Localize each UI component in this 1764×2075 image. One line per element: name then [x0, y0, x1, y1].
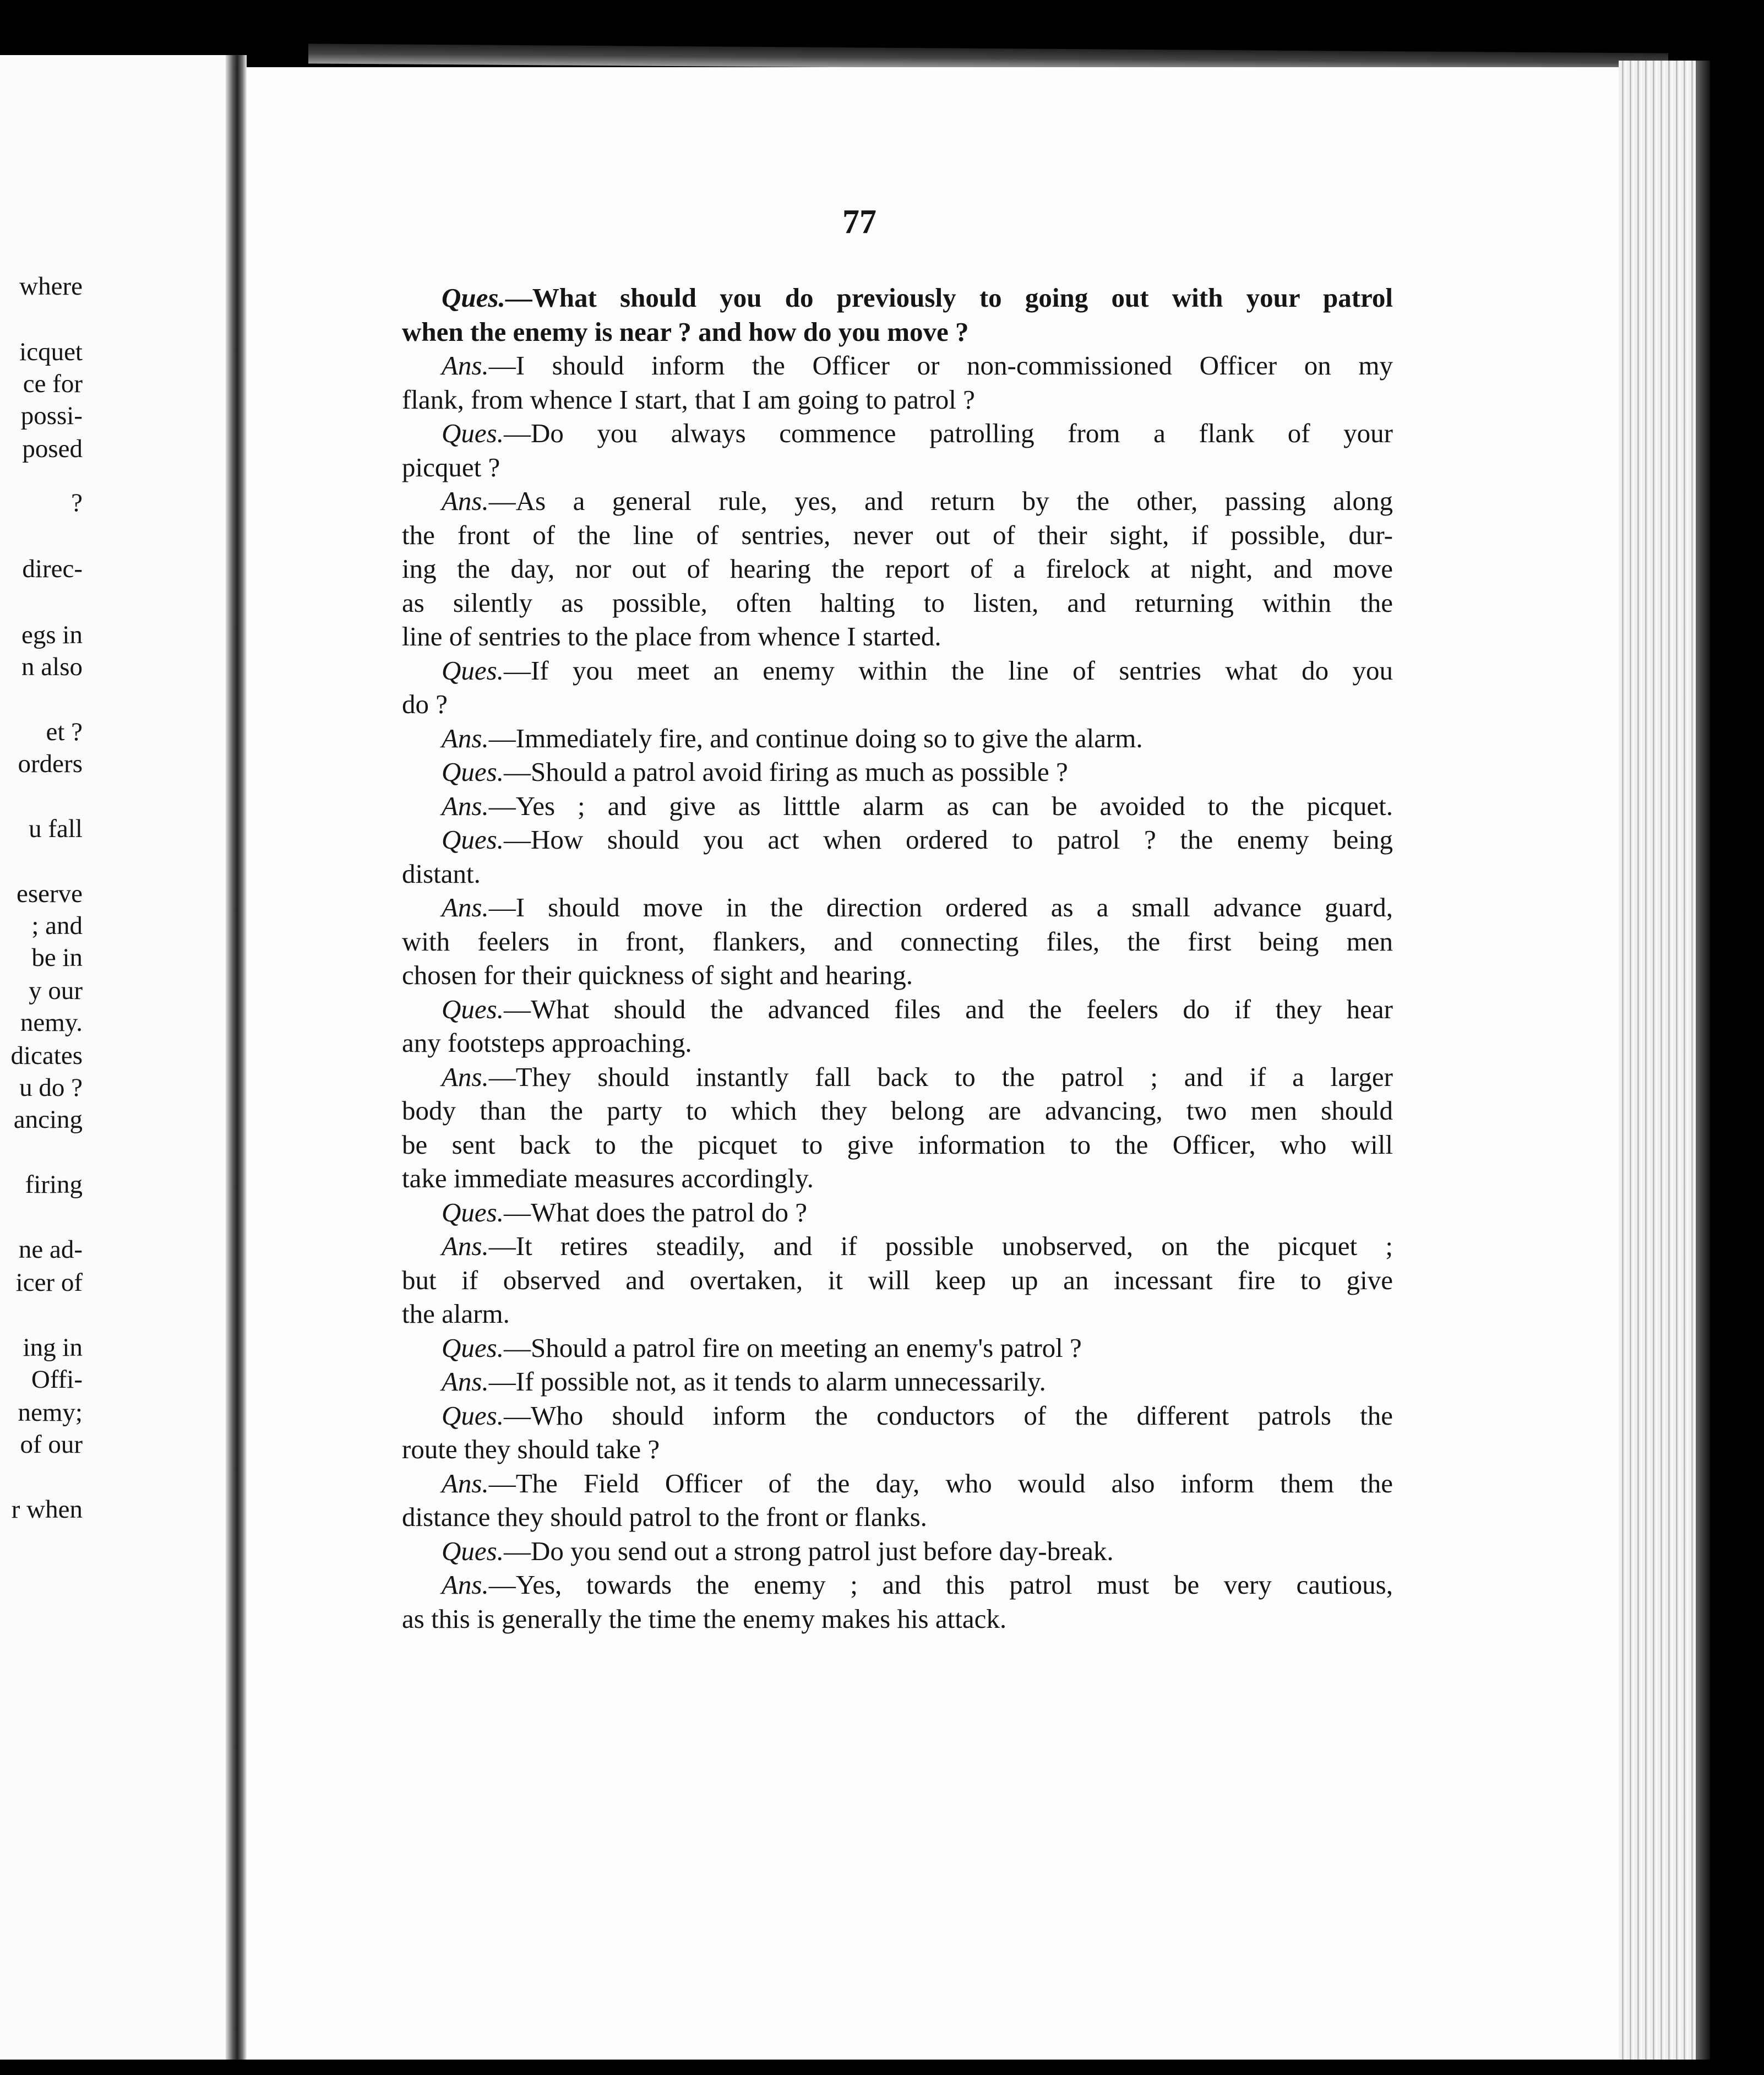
previous-page-fragment: r when — [11, 1495, 83, 1524]
line-text: —The Field Officer of the day, who would also inform them the — [488, 1468, 1393, 1498]
question-line — [402, 992, 1393, 1026]
question-line — [402, 1331, 1393, 1365]
line-text: —If possible not, as it tends to alarm unnecessarily. — [488, 1366, 1046, 1397]
question-line — [402, 654, 1393, 688]
text-line — [402, 1297, 1393, 1331]
previous-page-fragment: ce for — [23, 370, 83, 398]
line-text: line of sentries to the place from whence I started. — [402, 621, 941, 651]
previous-page-fragment: where — [19, 272, 83, 301]
line-text: —What should you do previously to going out with your patrol — [505, 283, 1393, 313]
line-text: take immediate measures accordingly. — [402, 1163, 814, 1193]
question-line — [402, 1534, 1393, 1568]
question-label: Ques. — [442, 655, 504, 686]
previous-page-fragment: eserve — [16, 879, 83, 908]
line-text: —What should the advanced files and the feelers do if they hear — [503, 993, 1393, 1024]
previous-page-fragment: ne ad- — [18, 1235, 83, 1264]
line-text: —Yes ; and give as litttle alarm as can be avoided to the picquet. — [488, 790, 1393, 821]
answer-line — [402, 1060, 1393, 1094]
line-text: —Should a patrol avoid firing as much as possible ? — [503, 757, 1068, 787]
text-line — [402, 958, 1393, 992]
previous-page-fragment: be in — [31, 943, 83, 972]
question-label: Ques. — [442, 757, 504, 787]
text-line — [402, 1026, 1393, 1060]
answer-line — [402, 349, 1393, 383]
text-line — [402, 450, 1393, 485]
line-text: —Do you send out a strong patrol just before day-break. — [503, 1535, 1114, 1566]
answer-label: Ans. — [442, 350, 489, 381]
previous-page-fragment: egs in — [21, 621, 83, 649]
line-text: as silently as possible, often halting to listen, and returning within the — [402, 587, 1393, 618]
answer-label: Ans. — [442, 1468, 489, 1498]
previous-page-fragment: et ? — [46, 718, 83, 746]
answer-line — [402, 484, 1393, 518]
line-text: flank, from whence I start, that I am going to patrol ? — [402, 384, 975, 415]
line-text: any footsteps approaching. — [402, 1028, 692, 1058]
previous-page-fragment: nemy; — [18, 1398, 83, 1427]
answer-label: Ans. — [442, 892, 489, 922]
previous-page-fragment: firing — [25, 1170, 83, 1199]
line-text: chosen for their quickness of sight and hearing. — [402, 960, 913, 990]
line-text: route they should take ? — [402, 1434, 660, 1464]
previous-page-fragment: dicates — [10, 1041, 83, 1070]
previous-page-fragment: y our — [29, 976, 83, 1005]
answer-line — [402, 1229, 1393, 1263]
line-text: —I should move in the direction ordered as a small advance guard, — [488, 892, 1393, 922]
text-line — [402, 1432, 1393, 1466]
question-line — [402, 823, 1393, 857]
question-line — [402, 1399, 1393, 1433]
page-stack-edges — [1619, 61, 1696, 2060]
text-line — [402, 518, 1393, 552]
line-text: —It retires steadily, and if possible unobserved, on the picquet ; — [488, 1231, 1393, 1261]
text-line — [402, 1094, 1393, 1128]
question-label: Ques. — [442, 1400, 504, 1431]
text-line — [402, 925, 1393, 959]
question-label: Ques. — [442, 1197, 504, 1227]
page-stack-shadow — [1696, 61, 1710, 2060]
answer-line — [402, 1568, 1393, 1602]
line-text: —They should instantly fall back to the patrol ; and if a larger — [488, 1061, 1393, 1092]
answer-label: Ans. — [442, 1061, 489, 1092]
text-line — [402, 1263, 1393, 1297]
line-text: as this is generally the time the enemy makes his attack. — [402, 1603, 1007, 1634]
text-line — [402, 687, 1393, 721]
answer-label: Ans. — [442, 723, 489, 753]
previous-page — [0, 55, 231, 2060]
page-body-text — [402, 281, 1393, 1636]
answer-label: Ans. — [442, 790, 489, 821]
text-line — [402, 586, 1393, 620]
line-text: the front of the line of sentries, never out of their sight, if possible, dur- — [402, 519, 1393, 550]
line-text: ing the day, nor out of hearing the report of a firelock at night, and move — [402, 553, 1393, 584]
line-text: distant. — [402, 858, 481, 889]
question-label: Ques. — [442, 824, 504, 855]
text-line — [402, 315, 1393, 349]
question-label: Ques. — [442, 1332, 504, 1363]
answer-label: Ans. — [442, 1231, 489, 1261]
answer-line — [402, 1466, 1393, 1501]
question-line — [402, 1196, 1393, 1230]
question-label: Ques. — [442, 993, 504, 1024]
answer-label: Ans. — [442, 1366, 489, 1397]
previous-page-fragment: possi- — [20, 401, 83, 430]
previous-page-fragment: posed — [22, 434, 83, 463]
question-label: Ques. — [442, 1535, 504, 1566]
line-text: with feelers in front, flankers, and connecting files, the first being men — [402, 926, 1393, 957]
answer-line — [402, 890, 1393, 925]
previous-page-fragment: orders — [18, 749, 83, 778]
previous-page-fragment: ing in — [23, 1333, 83, 1362]
line-text: —Who should inform the conductors of the different patrols the — [503, 1400, 1393, 1431]
question-line — [402, 281, 1393, 315]
line-text: —Immediately fire, and continue doing so to give the alarm. — [488, 723, 1143, 753]
page-number: 77 — [842, 203, 876, 241]
text-line — [402, 1500, 1393, 1534]
line-text: when the enemy is near ? and how do you move ? — [402, 316, 969, 347]
line-text: do ? — [402, 689, 448, 719]
previous-page-fragment: ? — [71, 488, 83, 517]
answer-line — [402, 1365, 1393, 1399]
answer-line — [402, 721, 1393, 756]
line-text: picquet ? — [402, 452, 500, 482]
answer-label: Ans. — [442, 1569, 489, 1600]
question-line — [402, 416, 1393, 450]
previous-page-fragment: ancing — [13, 1105, 83, 1134]
line-text: but if observed and overtaken, it will keep up an incessant fire to give — [402, 1264, 1393, 1295]
line-text: —Yes, towards the enemy ; and this patrol must be very cautious, — [488, 1569, 1393, 1600]
line-text: distance they should patrol to the front or flanks. — [402, 1502, 927, 1532]
previous-page-fragment: direc- — [22, 555, 83, 583]
line-text: —Should a patrol fire on meeting an enemy's patrol ? — [503, 1332, 1082, 1363]
line-text: —How should you act when ordered to patrol ? the enemy being — [503, 824, 1393, 855]
previous-page-fragment: icer of — [15, 1268, 83, 1297]
line-text: —I should inform the Officer or non-commissioned Officer on my — [488, 350, 1393, 381]
text-line — [402, 1602, 1393, 1636]
previous-page-fragment: u fall — [29, 814, 83, 843]
previous-page-fragment: of our — [20, 1430, 83, 1459]
text-line — [402, 552, 1393, 586]
line-text: —Do you always commence patrolling from a flank of your — [503, 418, 1393, 448]
previous-page-fragment: u do ? — [19, 1073, 83, 1102]
line-text: —What does the patrol do ? — [503, 1197, 808, 1227]
answer-label: Ans. — [442, 486, 489, 516]
book-gutter — [226, 55, 247, 2060]
line-text: be sent back to the picquet to give information to the Officer, who will — [402, 1129, 1393, 1160]
line-text: —If you meet an enemy within the line of sentries what do you — [503, 655, 1393, 686]
previous-page-fragment: ; and — [31, 911, 83, 940]
text-line — [402, 620, 1393, 654]
previous-page-fragment: nemy. — [20, 1008, 83, 1037]
previous-page-fragment: Offi- — [31, 1365, 83, 1394]
answer-line — [402, 789, 1393, 823]
text-line — [402, 1128, 1393, 1162]
line-text: —As a general rule, yes, and return by the other, passing along — [488, 486, 1393, 516]
text-line — [402, 1161, 1393, 1196]
question-label: Ques. — [442, 418, 504, 448]
question-label: Ques. — [442, 283, 505, 313]
previous-page-fragment: icquet — [19, 338, 83, 366]
text-line — [402, 857, 1393, 891]
text-line — [402, 383, 1393, 417]
line-text: body than the party to which they belong are advancing, two men should — [402, 1095, 1393, 1126]
line-text: the alarm. — [402, 1299, 510, 1329]
previous-page-fragment: n also — [21, 653, 83, 681]
question-line — [402, 755, 1393, 789]
